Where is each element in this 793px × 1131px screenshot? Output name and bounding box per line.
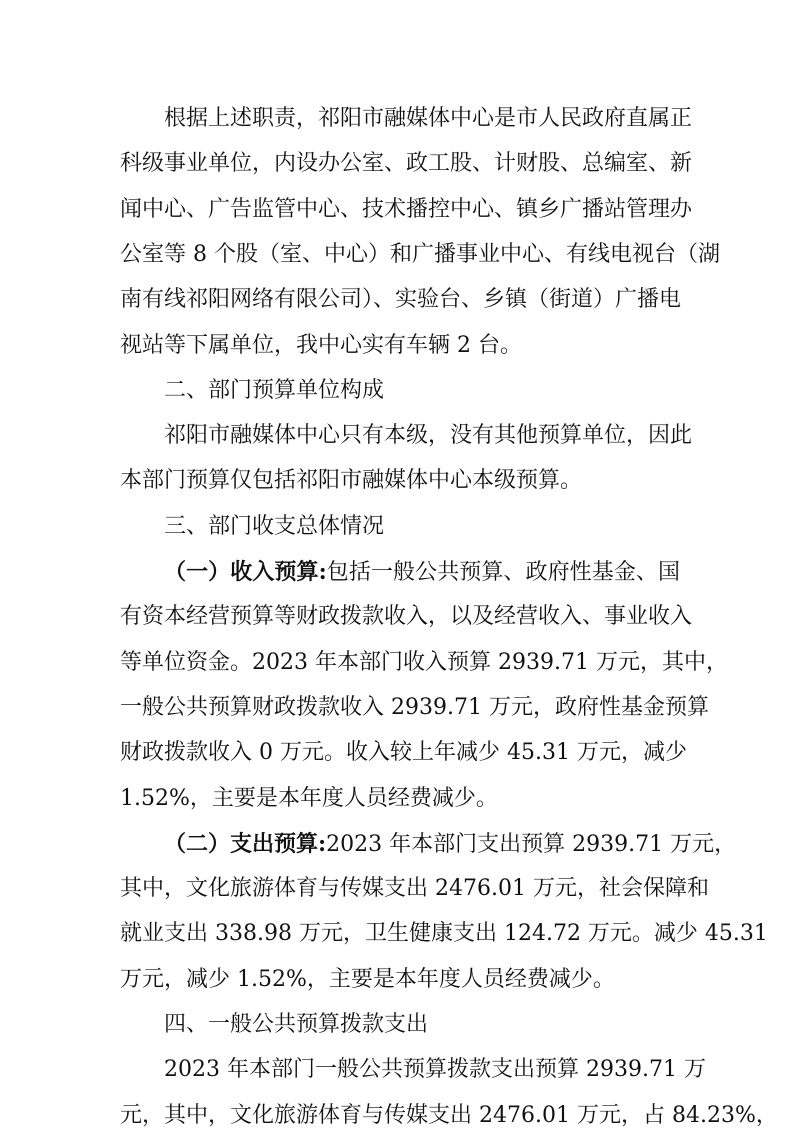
expense-first-rest: 2023 年本部门支出预算 2939.71 万元， [326, 832, 737, 857]
income-line-2: 有资本经营预算等财政拨款收入，以及经营收入、事业收入 [120, 604, 693, 629]
expense-line-2: 其中，文化旅游体育与传媒支出 2476.01 万元，社会保障和 [120, 876, 709, 901]
expense-line-1 [164, 829, 737, 860]
paragraph4-line-2: 元，其中，文化旅游体育与传媒支出 2476.01 万元，占 84.23%， [120, 1103, 778, 1128]
paragraph2-line-2: 本部门预算仅包括祁阳市融媒体中心本级预算。 [120, 468, 583, 493]
income-first-rest: 包括一般公共预算、政府性基金、国 [326, 560, 680, 585]
paragraph1-line-6: 视站等下属单位，我中心实有车辆 2 台。 [120, 333, 522, 358]
paragraph1-line-1: 根据上述职责，祁阳市融媒体中心是市人民政府直属正 [164, 106, 693, 131]
income-line-6: 1.52%，主要是本年度人员经费减少。 [120, 786, 498, 811]
expense-label: （二）支出预算: [164, 831, 327, 857]
section-heading-4: 四、一般公共预算拨款支出 [164, 1012, 429, 1037]
income-line-3: 等单位资金。2023 年本部门收入预算 2939.71 万元，其中， [120, 650, 728, 675]
paragraph2-line-1: 祁阳市融媒体中心只有本级，没有其他预算单位，因此 [164, 423, 693, 448]
section-heading-2: 二、部门预算单位构成 [164, 378, 385, 403]
paragraph1-line-3: 闻中心、广告监管中心、技术播控中心、镇乡广播站管理办 [120, 197, 693, 222]
paragraph1-line-2: 科级事业单位，内设办公室、政工股、计财股、总编室、新 [120, 151, 693, 176]
paragraph4-line-1: 2023 年本部门一般公共预算拨款支出预算 2939.71 万 [164, 1057, 706, 1082]
section-heading-3: 三、部门收支总体情况 [164, 514, 385, 539]
paragraph1-line-4: 公室等 8 个股（室、中心）和广播事业中心、有线电视台（湖 [120, 242, 720, 267]
income-line-4: 一般公共预算财政拨款收入 2939.71 万元，政府性基金预算 [120, 695, 709, 720]
income-label: （一）收入预算: [164, 559, 327, 585]
expense-line-4: 万元，减少 1.52%，主要是本年度人员经费减少。 [120, 967, 615, 992]
income-line-5: 财政拨款收入 0 万元。收入较上年减少 45.31 万元，减少 [120, 740, 687, 765]
income-line-1 [164, 557, 680, 588]
paragraph1-line-5: 南有线祁阳网络有限公司）、实验台、乡镇（街道）广播电 [120, 287, 682, 312]
expense-line-3: 就业支出 338.98 万元，卫生健康支出 124.72 万元。减少 45.31 [120, 921, 768, 946]
